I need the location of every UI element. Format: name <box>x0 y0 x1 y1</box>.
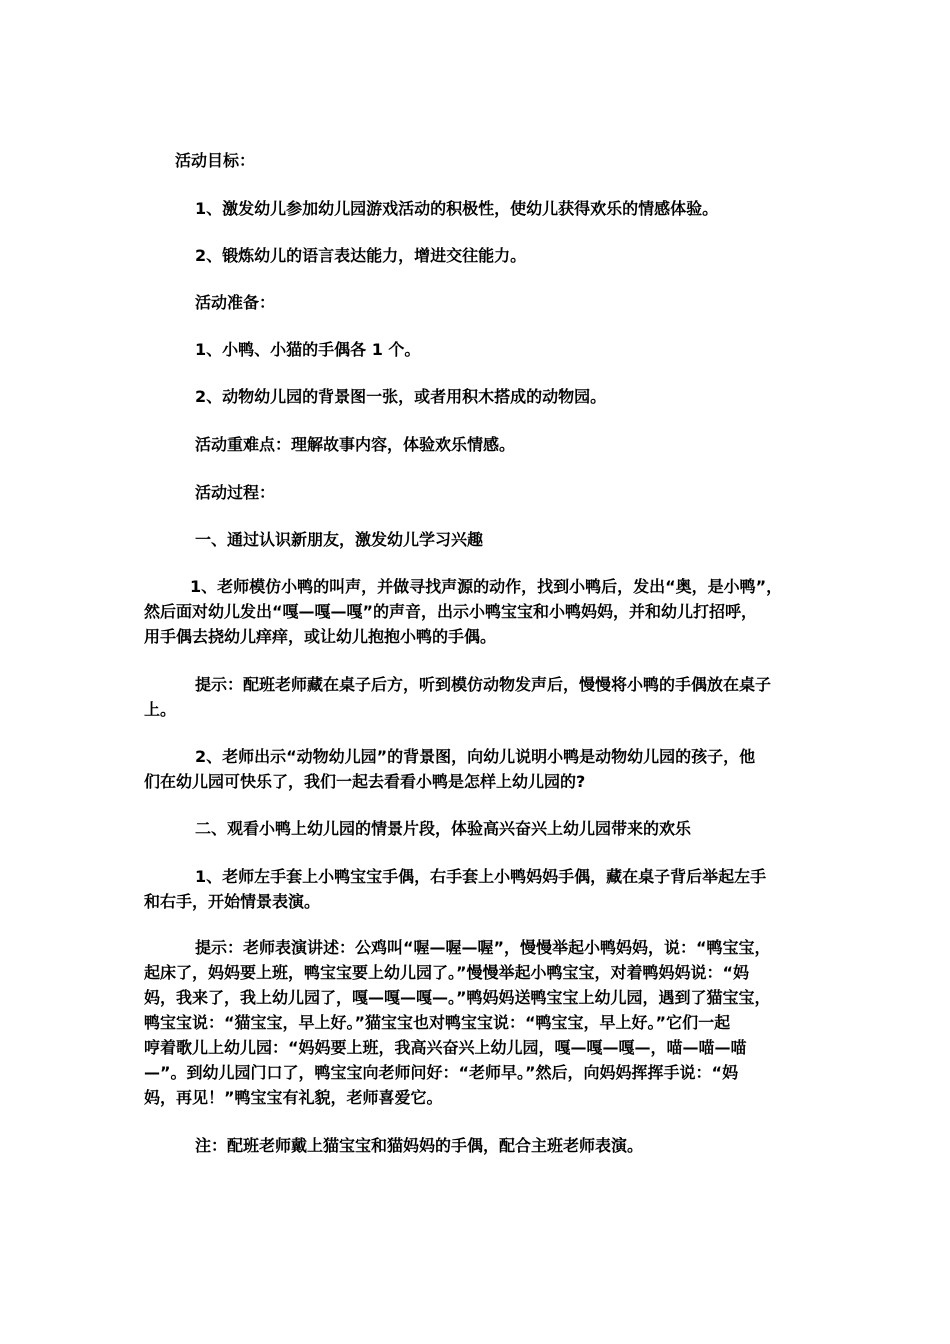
paragraph-line: 哼着歌儿上幼儿园：“妈妈要上班，我高兴奋兴上幼儿园，嘎—嘎—嘎—，喵—喵—喵 <box>144 1038 747 1057</box>
paragraph-line: 上。 <box>144 700 177 719</box>
paragraph-line: 用手偶去挠幼儿痒痒，或让幼儿抱抱小鸭的手偶。 <box>144 627 497 646</box>
section-2-title: 二、观看小鸭上幼儿园的情景片段，体验高兴奋兴上幼儿园带来的欢乐 <box>195 819 692 838</box>
heading-goals: 活动目标： <box>175 151 256 170</box>
paragraph-line: 1、老师左手套上小鸭宝宝手偶，右手套上小鸭妈妈手偶，藏在桌子背后举起左手 <box>195 867 767 886</box>
paragraph-line: 提示：配班老师藏在桌子后方，听到模仿动物发声后，慢慢将小鸭的手偶放在桌子 <box>195 675 772 694</box>
paragraph-line: 起床了，妈妈要上班，鸭宝宝要上幼儿园了。”慢慢举起小鸭宝宝，对着鸭妈妈说：“妈 <box>144 963 750 982</box>
paragraph-line: 2、老师出示“动物幼儿园”的背景图，向幼儿说明小鸭是动物幼儿园的孩子，他 <box>195 747 756 766</box>
paragraph-line: 妈，我来了，我上幼儿园了，嘎—嘎—嘎—。”鸭妈妈送鸭宝宝上幼儿园，遇到了猫宝宝， <box>144 988 771 1007</box>
key-points: 活动重难点：理解故事内容，体验欢乐情感。 <box>195 435 516 454</box>
note: 注：配班老师戴上猫宝宝和猫妈妈的手偶，配合主班老师表演。 <box>195 1136 644 1155</box>
paragraph-line: 1、老师模仿小鸭的叫声，并做寻找声源的动作，找到小鸭后，发出“奥，是小鸭”， <box>190 577 783 596</box>
prep-item-2: 2、动物幼儿园的背景图一张，或者用积木搭成的动物园。 <box>195 387 607 406</box>
paragraph-line: 鸭宝宝说：“猫宝宝，早上好。”猫宝宝也对鸭宝宝说：“鸭宝宝，早上好。”它们一起 <box>144 1013 731 1032</box>
prep-item-1: 1、小鸭、小猫的手偶各 1 个。 <box>195 340 421 359</box>
heading-preparation: 活动准备： <box>195 293 276 312</box>
goal-item-2: 2、锻炼幼儿的语言表达能力，增进交往能力。 <box>195 246 527 265</box>
section-1-title: 一、通过认识新朋友，激发幼儿学习兴趣 <box>195 530 484 549</box>
goal-item-1: 1、激发幼儿参加幼儿园游戏活动的积极性，使幼儿获得欢乐的情感体验。 <box>195 199 719 218</box>
paragraph-line: 和右手，开始情景表演。 <box>144 892 321 911</box>
paragraph-line: 妈，再见！”鸭宝宝有礼貌，老师喜爱它。 <box>144 1088 443 1107</box>
paragraph-line: 们在幼儿园可快乐了，我们一起去看看小鸭是怎样上幼儿园的? <box>144 772 586 791</box>
paragraph-line: 提示：老师表演讲述：公鸡叫“喔—喔—喔”，慢慢举起小鸭妈妈，说：“鸭宝宝， <box>195 938 771 957</box>
paragraph-line: 然后面对幼儿发出“嘎—嘎—嘎”的声音，出示小鸭宝宝和小鸭妈妈，并和幼儿打招呼， <box>144 602 758 621</box>
heading-process: 活动过程： <box>195 483 276 502</box>
paragraph-line: —”。到幼儿园门口了，鸭宝宝向老师问好：“老师早。”然后，向妈妈挥挥手说：“妈 <box>144 1063 739 1082</box>
